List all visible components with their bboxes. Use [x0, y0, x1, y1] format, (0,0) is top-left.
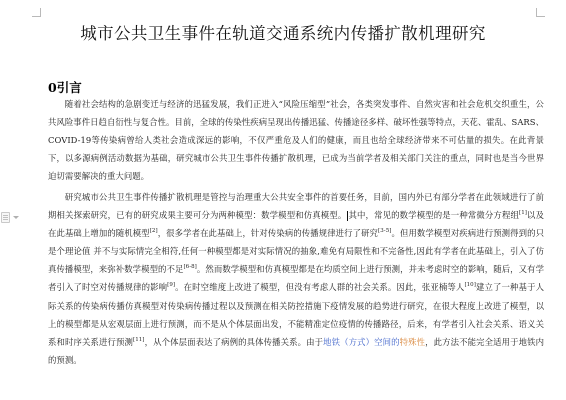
document-icon[interactable]: [1, 212, 10, 223]
paragraph-text: 建立了一种基于人际关系的传染病传播仿真模型对传染病传播过程以及预测在相关防控措施下疫情发展的趋势进行研究，在很大程度上改进了模型，以上的模型都是从宏观层面上进行预测，而不是从个体层面出发，不能精准定位疫情的传播路径，后来，有学者引入社会关系、语义关系和时序关系进行预测: [48, 282, 545, 347]
paragraph-text: 研究城市公共卫生事件传播扩散机理是管控与治理重大公共安全事件的首要任务，目前，国内外已有部分学者在此领域进行了前期相关探索研究，已有的研究成果主要可分为两种模型：数学模型和仿真模型。: [48, 192, 544, 221]
document-title[interactable]: 城市公共卫生事件在轨道交通系统内传播扩散机理研究: [80, 24, 486, 43]
crop-mark-top-left: [32, 8, 41, 17]
paragraph-text: 。但用数学模型对疾病进行预测得到的只是个理论值 并不与实际情完全相符,任何一种模型都是对实际情况的抽象,难免有局限性和不完备性,因此有学者在此基础上，引入了仿真传播模型，来弥补数学模型的不足: [48, 228, 544, 275]
section-heading[interactable]: 0引言: [48, 80, 82, 95]
citation-ref: [2]: [149, 228, 158, 235]
citation-ref: [9]: [167, 282, 176, 289]
paragraph-2[interactable]: [48, 188, 544, 369]
paragraph-text: 。然而数学模型和仿真模型都是在均质空间上进行预测，并未考虑时空的影响，随后，又有学者引入了时空对传播规律的影响: [48, 264, 544, 293]
highlighted-text: 特殊性: [399, 336, 426, 347]
citation-ref: [11]: [133, 336, 145, 343]
paragraph-text: 其中，常见的数学模型的是一种常微分方程组: [348, 210, 519, 221]
paragraph-text: 。在时空维度上改进了模型，但没有考虑人群的社会关系。因此，张亚楠等人: [175, 282, 465, 293]
paragraph-text: ，此方法不能完全适用于地铁内的预测。: [48, 336, 544, 365]
paragraph-1[interactable]: 随着社会结构的急剧变迁与经济的迅猛发展，我们正进入“风险压缩型”社会，各类突发事件、自然灾害和社会危机交织重生，公共风险事件日趋自衍性与复合性。目前，全球的传染性疾病呈现出传播迅猛、传播途径多样、破坏性强等特点，天花、霍乱、SARS、COVID-19等传染病曾给人类社会造成深远的影响，不仅严重危及人们的健康，而且也给全球经济带来不可估量的损失。在此背景下，以多源病例活动数据为基础，研究城市公共卫生事件传播扩散机理，已成为当前学者及相关部门关注的重点，同时也是当今世界迫切需要解决的重大问题。: [48, 99, 544, 182]
paragraph-text: 以及在此基础上增加的随机模型: [48, 210, 545, 239]
citation-ref: [1]: [519, 210, 527, 217]
citation-ref: [6-8]: [183, 264, 197, 271]
crop-mark-top-right: [536, 8, 545, 17]
paragraph-text: ，很多学者在此基础上，针对传染病的传播规律进行了研究: [157, 228, 379, 239]
paragraph-text: ，从个体层面表达了病例的具体传播关系。由于: [144, 336, 324, 347]
citation-ref: [3-5]: [378, 228, 392, 235]
chevron-down-icon[interactable]: [13, 216, 19, 219]
highlighted-link-text[interactable]: 地铁（方式）空间的: [323, 336, 400, 347]
citation-ref: [10]: [464, 282, 476, 289]
